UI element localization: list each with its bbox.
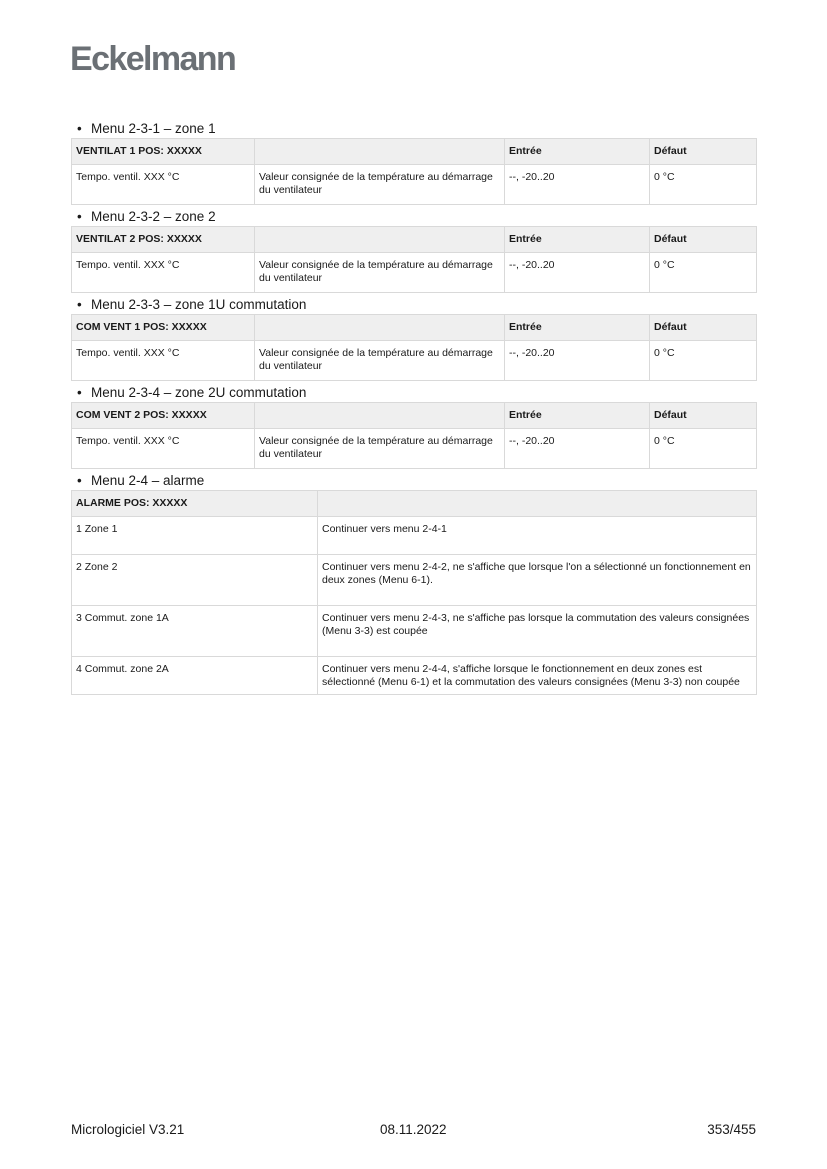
header-cell: Défaut bbox=[650, 139, 757, 165]
firmware-version: Micrologiciel V3.21 bbox=[71, 1122, 185, 1137]
table-row bbox=[72, 253, 757, 293]
section-title-menu-2-3-4: • Menu 2-3-4 – zone 2U commutation bbox=[77, 385, 307, 400]
header-cell: COM VENT 2 POS: XXXXX bbox=[72, 403, 255, 429]
table-cell: 3 Commut. zone 1A bbox=[72, 606, 318, 657]
table-cell: 4 Commut. zone 2A bbox=[72, 657, 318, 695]
table-cell: 0 °C bbox=[650, 253, 757, 293]
table-menu-2-3-4 bbox=[71, 402, 757, 469]
table-cell: --, -20..20 bbox=[505, 341, 650, 381]
header-cell: COM VENT 1 POS: XXXXX bbox=[72, 315, 255, 341]
table-row bbox=[72, 341, 757, 381]
header-cell: Entrée bbox=[505, 403, 650, 429]
header-cell: Défaut bbox=[650, 315, 757, 341]
eckelmann-logo: Eckelmann bbox=[70, 40, 236, 78]
header-cell bbox=[255, 315, 505, 341]
header-cell bbox=[318, 491, 757, 517]
table-row bbox=[72, 606, 757, 657]
table-cell: Tempo. ventil. XXX °C bbox=[72, 165, 255, 205]
table-row bbox=[72, 429, 757, 469]
header-cell bbox=[255, 139, 505, 165]
table-cell: Continuer vers menu 2-4-4, s'affiche lorsque le fonctionnement en deux zones est sélectionné (Menu 6-1) et la commutation des valeurs consignées (Menu 3-3) non coupée bbox=[318, 657, 757, 695]
table-cell: 2 Zone 2 bbox=[72, 555, 318, 606]
table-menu-2-3-3 bbox=[71, 314, 757, 381]
header-cell: Entrée bbox=[505, 315, 650, 341]
table-cell: Valeur consignée de la température au démarrage du ventilateur bbox=[255, 429, 505, 469]
header-cell: VENTILAT 2 POS: XXXXX bbox=[72, 227, 255, 253]
table-header-row bbox=[72, 403, 757, 429]
table-header-row bbox=[72, 315, 757, 341]
table-cell: Continuer vers menu 2-4-3, ne s'affiche pas lorsque la commutation des valeurs consignées (Menu 3-3) est coupée bbox=[318, 606, 757, 657]
header-cell: VENTILAT 1 POS: XXXXX bbox=[72, 139, 255, 165]
table-cell: 1 Zone 1 bbox=[72, 517, 318, 555]
table-cell: Valeur consignée de la température au démarrage du ventilateur bbox=[255, 165, 505, 205]
document-date: 08.11.2022 bbox=[380, 1122, 447, 1137]
table-menu-2-3-1 bbox=[71, 138, 757, 205]
table-cell: 0 °C bbox=[650, 429, 757, 469]
header-cell bbox=[255, 403, 505, 429]
table-menu-2-3-2 bbox=[71, 226, 757, 293]
header-cell bbox=[255, 227, 505, 253]
table-header-row bbox=[72, 227, 757, 253]
table-cell: Valeur consignée de la température au démarrage du ventilateur bbox=[255, 253, 505, 293]
table-cell: Continuer vers menu 2-4-1 bbox=[318, 517, 757, 555]
header-cell: Entrée bbox=[505, 227, 650, 253]
table-cell: Valeur consignée de la température au démarrage du ventilateur bbox=[255, 341, 505, 381]
table-menu-2-4 bbox=[71, 490, 757, 695]
header-cell: Défaut bbox=[650, 403, 757, 429]
header-cell: ALARME POS: XXXXX bbox=[72, 491, 318, 517]
header-cell: Entrée bbox=[505, 139, 650, 165]
table-cell: --, -20..20 bbox=[505, 165, 650, 205]
table-cell: 0 °C bbox=[650, 341, 757, 381]
table-cell: 0 °C bbox=[650, 165, 757, 205]
table-header-row bbox=[72, 139, 757, 165]
table-row bbox=[72, 165, 757, 205]
page-number: 353/455 bbox=[707, 1122, 756, 1137]
section-title-menu-2-3-1: • Menu 2-3-1 – zone 1 bbox=[77, 121, 216, 136]
page-footer bbox=[71, 1122, 756, 1140]
table-header-row bbox=[72, 491, 757, 517]
section-title-menu-2-3-3: • Menu 2-3-3 – zone 1U commutation bbox=[77, 297, 307, 312]
table-cell: Continuer vers menu 2-4-2, ne s'affiche que lorsque l'on a sélectionné un fonctionnement en deux zones (Menu 6-1). bbox=[318, 555, 757, 606]
header-cell: Défaut bbox=[650, 227, 757, 253]
table-row bbox=[72, 555, 757, 606]
table-cell: --, -20..20 bbox=[505, 253, 650, 293]
section-title-menu-2-4: • Menu 2-4 – alarme bbox=[77, 473, 205, 488]
table-cell: --, -20..20 bbox=[505, 429, 650, 469]
section-title-menu-2-3-2: • Menu 2-3-2 – zone 2 bbox=[77, 209, 216, 224]
table-cell: Tempo. ventil. XXX °C bbox=[72, 341, 255, 381]
table-cell: Tempo. ventil. XXX °C bbox=[72, 429, 255, 469]
table-row bbox=[72, 517, 757, 555]
table-row bbox=[72, 657, 757, 695]
table-cell: Tempo. ventil. XXX °C bbox=[72, 253, 255, 293]
document-body bbox=[71, 119, 756, 697]
